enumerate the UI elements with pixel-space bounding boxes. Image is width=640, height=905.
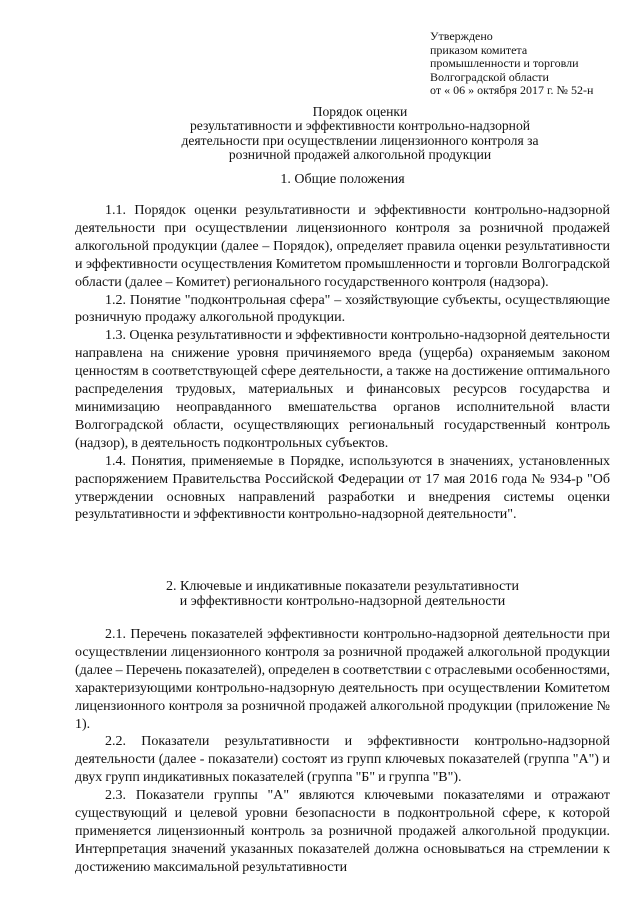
title-line: результативности и эффективности контрольно-надзорной: [189, 118, 531, 134]
approval-line: от « 06 » октября 2017 г. № 52-н: [430, 83, 594, 98]
approval-line: промышленности и торговли: [430, 56, 579, 71]
paragraph-2-3: 2.3. Показатели группы "А" являются ключевыми показателями и отражают существующий и целевой уровни безопасности в подконтрольной сфере, к которой применяется лицензионный контроль за розничной продажей алкогольной продукции. Интерпретация значений указанных показателей должна основываться на стремлении к достижению максимальной результативности: [75, 788, 610, 875]
paragraph-1-4: 1.4. Понятия, применяемые в Порядке, используются в значениях, установленных распоряжением Правительства Российской Федерации от 17 мая 2016 года № 934-р "Об утверждении основных направлений разработки и внедрения системы оценки результативности и эффективности контрольно-надзорной деятельности".: [75, 453, 610, 523]
title-line: розничной продажей алкогольной продукции: [228, 147, 492, 163]
document-title: [140, 105, 580, 163]
section-2-heading: 2. Ключевые и индикативные показатели результативности и эффективности контрольно-надзорной деятельности: [166, 579, 519, 609]
section-2-body: [75, 626, 610, 877]
approval-line: Волгоградской области: [430, 69, 549, 84]
title-line: деятельности при осуществлении лицензионного контроля за: [181, 132, 539, 148]
paragraph-1-2: 1.2. Понятие "подконтрольная сфера" – хозяйствующие субъекты, осуществляющие розничную продажу алкогольной продукции.: [75, 292, 610, 326]
paragraph-2-2: 2.2. Показатели результативности и эффективности контрольно-надзорной деятельности (далее - показатели) состоят из групп ключевых показателей (группа "А") и двух групп индикативных показателей (группа "Б" и группа "В").: [75, 734, 610, 786]
paragraph-1-3: 1.3. Оценка результативности и эффективности контрольно-надзорной деятельности направлена на снижение уровня причиняемого вреда (ущерба) охраняемым законом ценностям в соответствующей сфере деятельности, а также на достижение оптимального распределения трудовых, материальных и финансовых ресурсов государства и минимизацию неоправданного вмешательства органов исполнительной власти Волгоградской области, осуществляющих региональный государственный контроль (надзор), в деятельность подконтрольных субъектов.: [75, 328, 610, 451]
section-1-heading: 1. Общие положения: [280, 172, 405, 187]
approval-line: приказом комитета: [430, 42, 528, 57]
approval-line: Утверждено: [430, 29, 493, 43]
section-1-body: [75, 202, 610, 524]
paragraph-1-1: 1.1. Порядок оценки результативности и эффективности контрольно-надзорной деятельности при осуществлении лицензионного контроля за розничной продажей алкогольной продукции (далее – Порядок), определяет правила оценки результативности и эффективности осуществления Комитетом промышленности и торговли Волгоградской области (далее – Комитет) регионального государственного контроля (надзора).: [75, 203, 610, 290]
paragraph-2-1: 2.1. Перечень показателей эффективности контрольно-надзорной деятельности при осуществлении лицензионного контроля за розничной продажей алкогольной продукции (далее – Перечень показателей), определен в соответствии с отраслевыми особенностями, характеризующими контрольно-надзорную деятельность при осуществлении Комитетом лицензионного контроля за розничной продажей алкогольной продукции (приложение № 1).: [75, 627, 610, 732]
title-line: Порядок оценки: [312, 104, 408, 119]
approval-stamp: [430, 30, 593, 98]
